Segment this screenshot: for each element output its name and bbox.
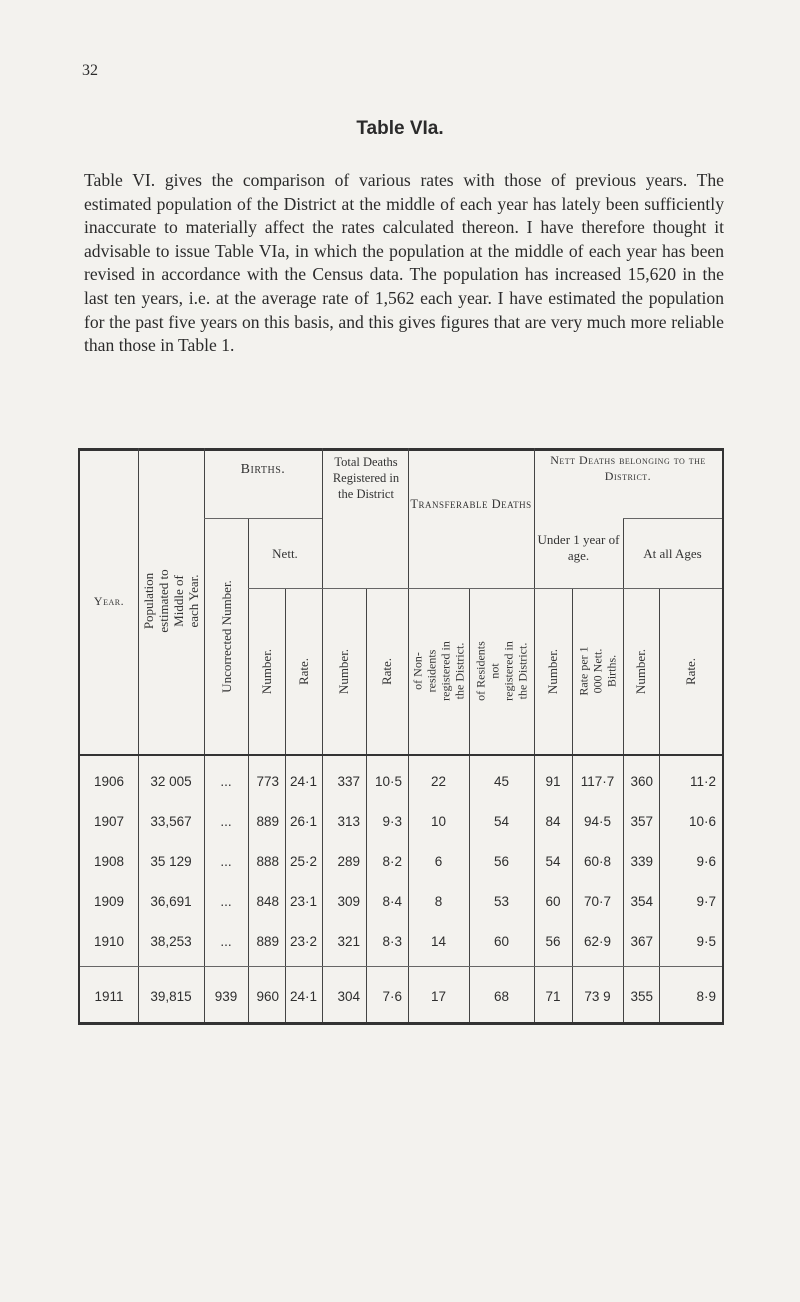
header-births-rate: Rate. [295, 657, 311, 685]
row-1909-d-num: 309 [337, 894, 360, 909]
row-1908-b-rate: 25·2 [289, 854, 318, 869]
row-1911-u1-rate: 73 9 [584, 989, 611, 1004]
header-population: Population estimated to Middle of each Year. [141, 569, 201, 633]
row-1911-b-rate: 24·1 [289, 989, 318, 1004]
row-1911-b-num: 960 [256, 989, 279, 1004]
header-non-residents: of Non-residents registered in the District. [410, 641, 467, 701]
row-1906-b-num: 773 [256, 774, 279, 789]
row-1908-u1-num: 54 [545, 854, 561, 869]
header-under-1: Under 1 year of age. [537, 532, 620, 563]
row-1909-u1-rate: 70·7 [583, 894, 612, 909]
row-1910-b-num: 889 [256, 934, 279, 949]
row-1910-d-rate: 8·3 [382, 934, 402, 949]
row-1907-d-num: 313 [337, 814, 360, 829]
row-1907-year: 1907 [93, 814, 125, 829]
row-1909-nonres: 8 [434, 894, 443, 909]
header-all-rate: Rate. [682, 657, 698, 685]
header-rule [623, 518, 722, 519]
row-1911-all-num: 355 [630, 989, 653, 1004]
row-1906-d-rate: 10·5 [374, 774, 402, 789]
header-uncorrected: Uncorrected Number. [218, 579, 234, 693]
header-all-number: Number. [633, 648, 649, 694]
header-nett-deaths: Nett Deaths belonging to the District. [550, 453, 706, 483]
header-under1-number: Number. [545, 648, 561, 694]
row-1907-u1-rate: 94·5 [583, 814, 612, 829]
row-1906-all-rate: 11·2 [689, 774, 716, 789]
row-1911-d-rate: 7·6 [382, 989, 402, 1004]
row-1906-all-num: 360 [630, 774, 653, 789]
row-1910-all-num: 367 [630, 934, 653, 949]
row-1906-pop: 32 005 [150, 774, 192, 789]
header-births: Births. [240, 462, 286, 477]
row-1909-year: 1909 [93, 894, 125, 909]
page-number: 32 [82, 62, 98, 79]
row-1909-all-rate: 9·7 [696, 894, 716, 909]
row-1907-b-rate: 26·1 [289, 814, 318, 829]
row-1909-res: 53 [493, 894, 510, 909]
row-1909-uncorr: ... [220, 894, 232, 909]
table-border-bottom [78, 1022, 724, 1025]
row-1909-pop: 36,691 [150, 894, 192, 909]
row-1909-b-num: 848 [256, 894, 279, 909]
row-1907-res: 54 [493, 814, 510, 829]
header-births-number: Number. [259, 648, 275, 694]
row-1911-d-num: 304 [337, 989, 360, 1004]
row-1909-d-rate: 8·4 [382, 894, 402, 909]
header-bottom-rule [80, 754, 722, 756]
row-1908-d-num: 289 [337, 854, 360, 869]
row-1908-d-rate: 8·2 [382, 854, 402, 869]
row-1907-nonres: 10 [430, 814, 447, 829]
row-1906-nonres: 22 [430, 774, 447, 789]
header-deaths-number: Number. [336, 648, 352, 694]
header-nett: Nett. [272, 546, 298, 561]
row-1907-uncorr: ... [220, 814, 232, 829]
row-1907-all-num: 357 [630, 814, 653, 829]
row-1906-b-rate: 24·1 [289, 774, 318, 789]
row-1907-b-num: 889 [256, 814, 279, 829]
row-1908-u1-rate: 60·8 [583, 854, 612, 869]
header-under1-rate: Rate per 1 000 Nett. Births. [576, 646, 619, 696]
row-1910-pop: 38,253 [150, 934, 192, 949]
row-1908-nonres: 6 [434, 854, 443, 869]
header-residents-not: of Residents not registered in the District. [473, 641, 530, 701]
row-1907-d-rate: 9·3 [382, 814, 402, 829]
row-1907-all-rate: 10·6 [688, 814, 716, 829]
row-1906-res: 45 [493, 774, 510, 789]
row-1910-d-num: 321 [337, 934, 360, 949]
row-1906-year: 1906 [93, 774, 125, 789]
row-1910-b-rate: 23·2 [289, 934, 318, 949]
row-1908-res: 56 [493, 854, 510, 869]
header-deaths-rate: Rate. [379, 657, 395, 685]
row-1910-year: 1910 [93, 934, 125, 949]
row-1911-year: 1911 [94, 989, 124, 1004]
row-1908-pop: 35 129 [150, 854, 192, 869]
row-1909-u1-num: 60 [545, 894, 561, 909]
intro-paragraph: Table VI. gives the comparison of various rates with those of previous years. The estimated population of the District at the middle of each year has lately been sufficiently inaccurate to materially affect the rates calculated thereon. I have therefore thought it advisable to issue Table VIa, in which the population at the middle of each year has been revised in accordance with the Census data. The population has increased 15,620 in the last ten years, i.e. at the average rate of 1,562 each year. I have estimated the population for the past five years on this basis, and this gives figures that are very much more reliable than those in Table 1. [84, 170, 724, 356]
row-1906-d-num: 337 [337, 774, 360, 789]
row-1908-b-num: 888 [256, 854, 279, 869]
row-1909-b-rate: 23·1 [289, 894, 318, 909]
row-1907-u1-num: 84 [545, 814, 561, 829]
row-1907-pop: 33,567 [150, 814, 192, 829]
row-1906-u1-rate: 117·7 [580, 774, 615, 789]
row-1910-nonres: 14 [430, 934, 447, 949]
table-title: Table VIa. [356, 118, 444, 139]
table-border-right [722, 448, 724, 1025]
row-1911-pop: 39,815 [150, 989, 192, 1004]
row-1908-year: 1908 [93, 854, 125, 869]
row-1910-all-rate: 9·5 [696, 934, 716, 949]
row-1908-all-rate: 9·6 [696, 854, 716, 869]
header-all-ages: At all Ages [643, 546, 702, 561]
row-1911-all-rate: 8·9 [696, 989, 716, 1004]
row-1906-uncorr: ... [220, 774, 232, 789]
header-year: Year. [93, 594, 125, 608]
row-1908-all-num: 339 [630, 854, 653, 869]
row-1906-u1-num: 91 [545, 774, 561, 789]
row-1911-u1-num: 71 [545, 989, 561, 1004]
row-1910-u1-num: 56 [545, 934, 561, 949]
row-1911-nonres: 17 [430, 989, 447, 1004]
row-1908-uncorr: ... [220, 854, 232, 869]
row-1911-uncorr: 939 [214, 989, 238, 1004]
row-1909-all-num: 354 [630, 894, 653, 909]
row-1910-uncorr: ... [220, 934, 232, 949]
row-1910-u1-rate: 62·9 [583, 934, 612, 949]
header-transferable: Transferable Deaths [410, 497, 532, 511]
row-1911-res: 68 [493, 989, 510, 1004]
statistics-table [78, 448, 724, 1025]
row-1910-res: 60 [493, 934, 510, 949]
total-rule [80, 966, 722, 967]
header-total-deaths: Total Deaths Registered in the District [332, 455, 400, 501]
